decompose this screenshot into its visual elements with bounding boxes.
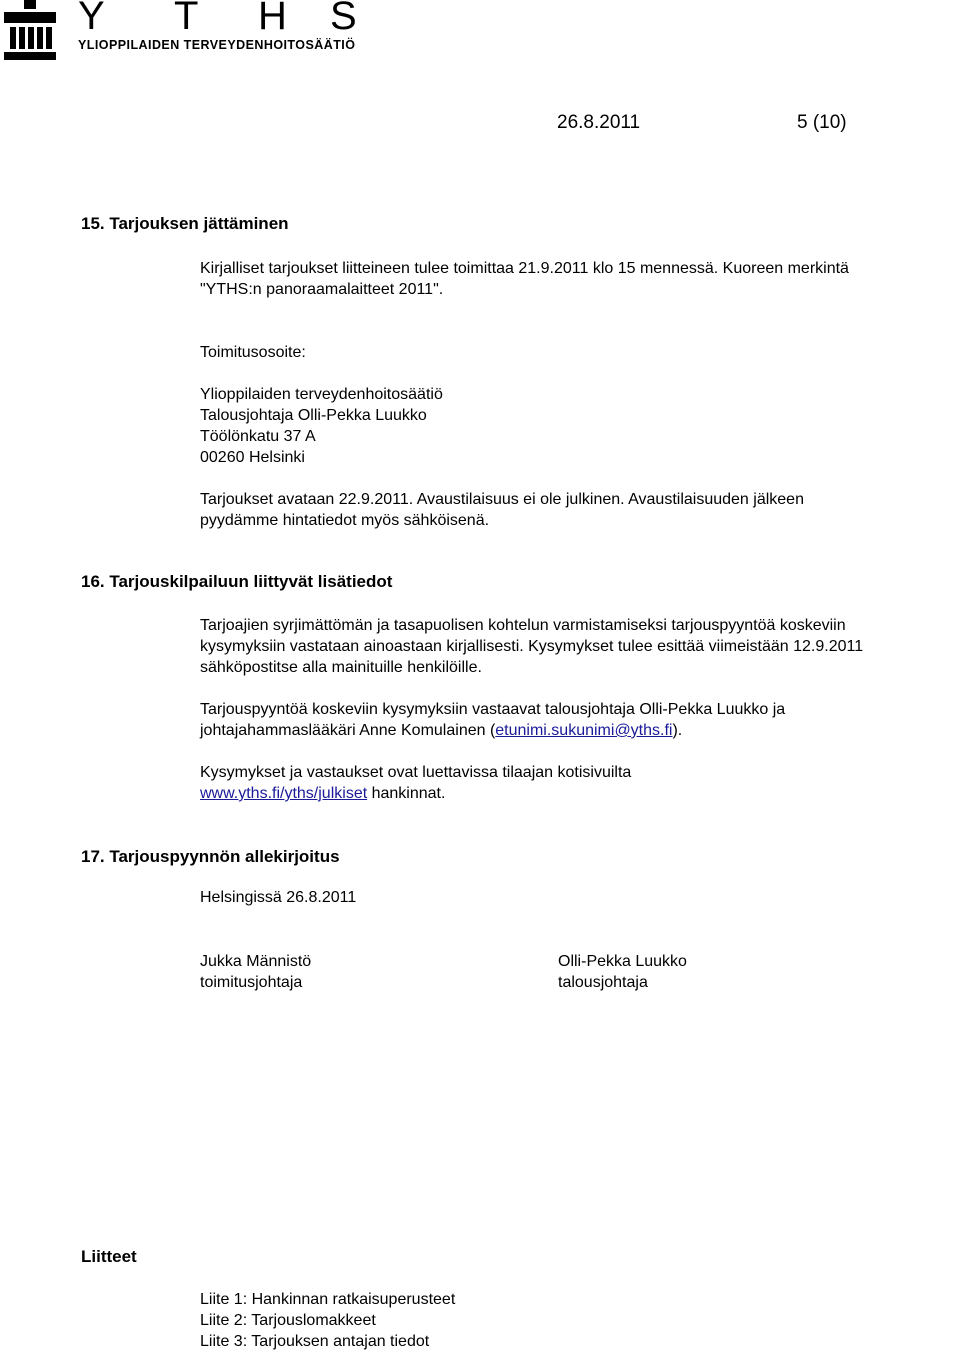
address-line: 00260 Helsinki xyxy=(200,449,305,466)
signer-name: Jukka Männistö xyxy=(200,953,312,970)
address-line: Töölönkatu 37 A xyxy=(200,428,316,445)
contacts-text: johtajahammaslääkäri Anne Komulainen ( xyxy=(200,722,496,739)
section-16-heading: 16. Tarjouskilpailuun liittyvät lisätiedot xyxy=(81,572,393,591)
questions-paragraph-line: sähköpostitse alla mainituille henkilöille. xyxy=(200,659,482,676)
opening-paragraph-line: pyydämme hintatiedot myös sähköisenä. xyxy=(200,512,490,529)
logo-letter: T xyxy=(174,0,199,38)
page-number: 5 (10) xyxy=(797,112,847,133)
address-line: Ylioppilaiden terveydenhoitosäätiö xyxy=(200,386,443,403)
logo-tagline: YLIOPPILAIDEN TERVEYDENHOITOSÄÄTIÖ xyxy=(78,38,356,52)
attachments-heading: Liitteet xyxy=(81,1247,137,1266)
section-15-paragraph-line: Kirjalliset tarjoukset liitteineen tulee toimittaa 21.9.2011 klo 15 mennessä. Kuoreen merkintä xyxy=(200,260,849,277)
website-link[interactable]: www.yths.fi/yths/julkiset xyxy=(200,785,368,802)
website-paragraph-line: Kysymykset ja vastaukset ovat luettavissa tilaajan kotisivuilta xyxy=(200,764,632,781)
contacts-paragraph-line xyxy=(200,720,682,741)
attachment-item: Liite 1: Hankinnan ratkaisuperusteet xyxy=(200,1291,456,1308)
contacts-paragraph-line: Tarjouspyyntöä koskeviin kysymyksiin vastaavat talousjohtaja Olli-Pekka Luukko ja xyxy=(200,701,786,718)
section-15-heading: 15. Tarjouksen jättäminen xyxy=(81,214,289,233)
attachment-item: Liite 3: Tarjouksen antajan tiedot xyxy=(200,1333,430,1350)
email-link[interactable]: etunimi.sukunimi@yths.fi xyxy=(495,722,673,739)
pillar-logo-icon xyxy=(2,0,58,60)
signer-role: toimitusjohtaja xyxy=(200,974,303,991)
address-line: Talousjohtaja Olli-Pekka Luukko xyxy=(200,407,427,424)
section-15-paragraph-line: "YTHS:n panoraamalaitteet 2011". xyxy=(200,281,444,298)
logo-letter: Y xyxy=(78,0,105,38)
signer-name: Olli-Pekka Luukko xyxy=(558,953,687,970)
questions-paragraph-line: Tarjoajien syrjimättömän ja tasapuolisen kohtelun varmistamiseksi tarjouspyyntöä koskeviin xyxy=(200,617,846,634)
logo-letter: H xyxy=(258,0,287,38)
contacts-text-end: ). xyxy=(672,722,683,739)
website-paragraph-line xyxy=(200,783,445,804)
attachment-item: Liite 2: Tarjouslomakkeet xyxy=(200,1312,376,1329)
questions-paragraph-line: kysymyksiin vastataan ainoastaan kirjallisesti. Kysymykset tulee esittää viimeistään 12.9.2011 xyxy=(200,638,864,655)
signing-place-date: Helsingissä 26.8.2011 xyxy=(200,889,357,906)
logo-letter: S xyxy=(330,0,357,38)
opening-paragraph-line: Tarjoukset avataan 22.9.2011. Avaustilaisuus ei ole julkinen. Avaustilaisuuden jälkeen xyxy=(200,491,804,508)
website-text-end: hankinnat. xyxy=(367,785,446,802)
address-label: Toimitusosoite: xyxy=(200,344,306,361)
section-17-heading: 17. Tarjouspyynnön allekirjoitus xyxy=(81,847,340,866)
document-date: 26.8.2011 xyxy=(557,112,641,133)
signer-role: talousjohtaja xyxy=(558,974,648,991)
